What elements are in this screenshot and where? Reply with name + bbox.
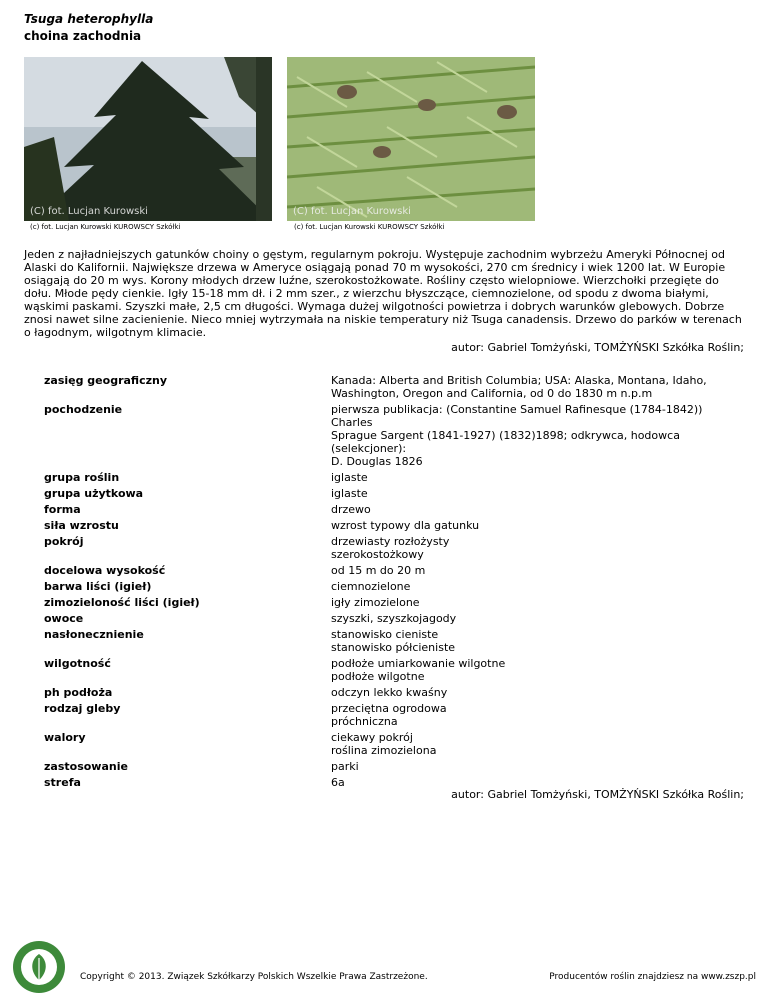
- property-value-line: wzrost typowy dla gatunku: [331, 519, 480, 532]
- property-key: ph podłoża: [44, 686, 113, 699]
- property-key: owoce: [44, 612, 84, 625]
- photo-caption: (c) fot. Lucjan Kurowski KUROWSCY Szkółki: [30, 223, 181, 231]
- property-value-line: Kanada: Alberta and British Columbia; USA: Alaska, Montana, Idaho,: [331, 374, 707, 387]
- property-value-line: przeciętna ogrodowa: [331, 702, 447, 715]
- property-key: grupa roślin: [44, 471, 120, 484]
- property-row: [44, 519, 744, 532]
- property-value-line: szyszki, szyszkojagody: [331, 612, 457, 625]
- author-top: autor: Gabriel Tomżyński, TOMŻYŃSKI Szkółka Roślin;: [451, 341, 744, 354]
- property-key: zasięg geograficzny: [44, 374, 167, 387]
- property-row: [44, 471, 744, 484]
- property-value: [331, 596, 741, 609]
- property-value-line: ciemnozielone: [331, 580, 411, 593]
- property-value-line: podłoże umiarkowanie wilgotne: [331, 657, 506, 670]
- latin-name: Tsuga heterophylla: [24, 12, 154, 26]
- property-value: [331, 519, 741, 532]
- property-value: [331, 374, 741, 400]
- property-key: zimozieloność liści (igieł): [44, 596, 200, 609]
- property-row: [44, 374, 744, 400]
- property-value: [331, 702, 741, 728]
- property-key: siła wzrostu: [44, 519, 119, 532]
- property-value-line: igły zimozielone: [331, 596, 420, 609]
- property-value-line: szerokostożkowy: [331, 548, 424, 561]
- property-row: [44, 580, 744, 593]
- property-value-line: parki: [331, 760, 359, 773]
- property-row: [44, 702, 744, 728]
- property-row: [44, 487, 744, 500]
- property-value: [331, 535, 741, 561]
- property-key: strefa: [44, 776, 81, 789]
- property-value: [331, 628, 741, 654]
- property-value-line: drzewiasty rozłożysty: [331, 535, 450, 548]
- property-row: [44, 731, 744, 757]
- photo-watermark: (C) fot. Lucjan Kurowski: [30, 206, 148, 217]
- property-row: [44, 760, 744, 773]
- property-value-line: Washington, Oregon and California, od 0 do 1830 m n.p.m: [331, 387, 653, 400]
- property-value-line: 6a: [331, 776, 345, 789]
- photo-tree: [24, 57, 272, 221]
- zszp-logo-icon: [12, 940, 66, 994]
- property-value-line: odczyn lekko kwaśny: [331, 686, 448, 699]
- property-value-line: podłoże wilgotne: [331, 670, 425, 683]
- property-value: [331, 471, 741, 484]
- photo-caption: (c) fot. Lucjan Kurowski KUROWSCY Szkółki: [294, 223, 445, 231]
- property-value-line: stanowisko półcieniste: [331, 641, 456, 654]
- property-value-line: iglaste: [331, 471, 368, 484]
- property-key: grupa użytkowa: [44, 487, 144, 500]
- property-value-line: próchniczna: [331, 715, 398, 728]
- property-key: rodzaj gleby: [44, 702, 121, 715]
- property-row: [44, 686, 744, 699]
- property-key: pokrój: [44, 535, 84, 548]
- photo-watermark: (C) fot. Lucjan Kurowski: [293, 206, 411, 217]
- property-value-line: D. Douglas 1826: [331, 455, 423, 468]
- description: Jeden z najładniejszych gatunków choiny o gęstym, regularnym pokroju. Występuje zachodnim wybrzeżu Ameryki Północnej od Alaski do Kalifornii. Największe drzewa w Ameryce osiągają ponad 70 m wysokości, 270 cm średnicy i wiek 1200 lat. W Europie osiągają do 20 m wys. Korony młodych drzew luźne, szerokostożkowate. Rośliny często wielopniowe. Wierzchołki przegięte do dołu. Młode pędy cienkie. Igły 15-18 mm dł. i 2 mm szer., z wierzchu błyszczące, ciemnozielone, od spodu z dwoma białymi, wąskimi paskami. Szyszki małe, 2,5 cm długości. Wymaga dużej wilgotności powietrza i dobrych warunków glebowych. Dobrze znosi nawet silne zacienienie. Nieco mniej wytrzymała na niskie temperatury niż Tsuga canadensis. Drzewo do parków w terenach o łagodnym, wilgotnym klimacie.: [24, 248, 742, 339]
- property-value-line: drzewo: [331, 503, 371, 516]
- property-row: [44, 503, 744, 516]
- property-value: [331, 580, 741, 593]
- copyright: Copyright © 2013. Związek Szkółkarzy Polskich Wszelkie Prawa Zastrzeżone.: [80, 972, 428, 982]
- property-value-line: iglaste: [331, 487, 368, 500]
- property-value: [331, 731, 741, 757]
- polish-name: choina zachodnia: [24, 29, 142, 43]
- property-row: [44, 657, 744, 683]
- property-key: barwa liści (igieł): [44, 580, 152, 593]
- property-key: walory: [44, 731, 86, 744]
- property-row: [44, 564, 744, 577]
- property-value-line: od 15 m do 20 m: [331, 564, 426, 577]
- property-value-line: Sprague Sargent (1841-1927) (1832)1898; odkrywca, hodowca (selekcjoner):: [331, 429, 680, 455]
- property-value: [331, 760, 741, 773]
- author-bottom: autor: Gabriel Tomżyński, TOMŻYŃSKI Szkółka Roślin;: [451, 788, 744, 801]
- property-value: [331, 503, 741, 516]
- property-key: forma: [44, 503, 81, 516]
- property-value: [331, 612, 741, 625]
- property-key: zastosowanie: [44, 760, 128, 773]
- property-key: pochodzenie: [44, 403, 123, 416]
- property-value-line: ciekawy pokrój: [331, 731, 413, 744]
- property-row: [44, 612, 744, 625]
- property-value: [331, 686, 741, 699]
- property-key: nasłonecznienie: [44, 628, 144, 641]
- property-value: [331, 657, 741, 683]
- property-key: wilgotność: [44, 657, 111, 670]
- property-value: [331, 487, 741, 500]
- property-value-line: roślina zimozielona: [331, 744, 437, 757]
- property-value: [331, 564, 741, 577]
- property-row: [44, 403, 744, 468]
- property-row: [44, 535, 744, 561]
- property-value: [331, 403, 741, 468]
- property-row: [44, 596, 744, 609]
- photo-needles: [287, 57, 535, 221]
- property-value-line: pierwsza publikacja: (Constantine Samuel Rafinesque (1784-1842)) Charles: [331, 403, 703, 429]
- property-row: [44, 628, 744, 654]
- properties-table: [44, 374, 744, 792]
- property-key: docelowa wysokość: [44, 564, 166, 577]
- property-value-line: stanowisko cieniste: [331, 628, 439, 641]
- producers-link[interactable]: Producentów roślin znajdziesz na www.zszp.pl: [549, 972, 756, 982]
